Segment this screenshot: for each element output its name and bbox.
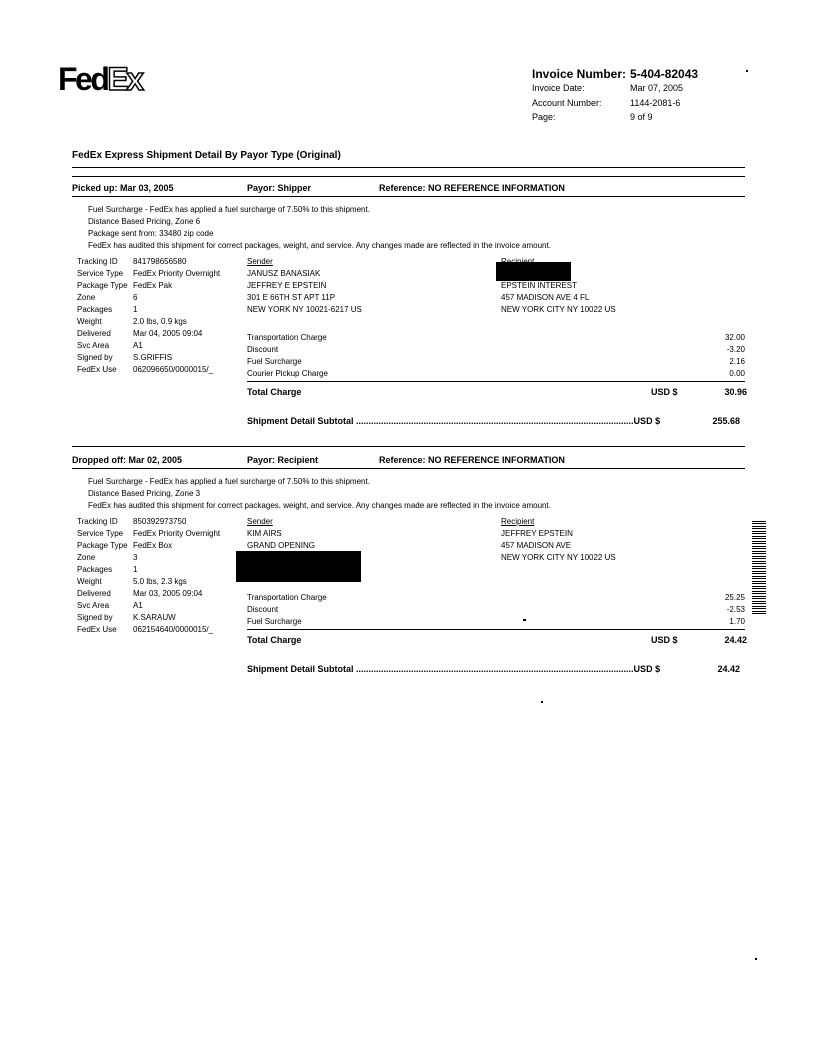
divider xyxy=(72,176,745,177)
detail-label: Service Type xyxy=(77,529,124,538)
shipment-note: FedEx has audited this shipment for correct packages, weight, and service. Any changes made are reflected in the invoice amount. xyxy=(88,501,551,510)
divider xyxy=(72,196,745,197)
subtotal-amount: 255.68 xyxy=(712,416,740,426)
charge-amount: 2.16 xyxy=(729,357,745,366)
shipment-reference: Reference: NO REFERENCE INFORMATION xyxy=(379,455,565,465)
subtotal-label: Shipment Detail Subtotal ...............................................................................................................USD $ xyxy=(247,416,661,426)
shipment-date-line: Picked up: Mar 03, 2005 xyxy=(72,183,174,193)
detail-value: 3 xyxy=(133,553,138,562)
recipient-line: NEW YORK CITY NY 10022 US xyxy=(501,305,616,314)
shipment-note: Fuel Surcharge - FedEx has applied a fuel surcharge of 7.50% to this shipment. xyxy=(88,477,370,486)
detail-label: Tracking ID xyxy=(77,517,118,526)
detail-value: 850392973750 xyxy=(133,517,187,526)
detail-label: Svc Area xyxy=(77,601,110,610)
scan-speck xyxy=(755,958,757,960)
shipment-note: Distance Based Pricing, Zone 3 xyxy=(88,489,201,498)
charge-amount: -3.20 xyxy=(726,345,745,354)
detail-value: FedEx Pak xyxy=(133,281,173,290)
detail-label: Svc Area xyxy=(77,341,110,350)
detail-value: 841798656580 xyxy=(133,257,187,266)
detail-label: Delivered xyxy=(77,329,111,338)
charge-label: Discount xyxy=(247,605,279,614)
detail-value: A1 xyxy=(133,601,143,610)
detail-value: 1 xyxy=(133,565,138,574)
charge-amount: 25.25 xyxy=(724,593,745,602)
sender-line: JANUSZ BANASIAK xyxy=(247,269,321,278)
detail-value: FedEx Priority Overnight xyxy=(133,269,221,278)
charge-amount: 1.70 xyxy=(729,617,745,626)
detail-label: Package Type xyxy=(77,541,128,550)
divider xyxy=(72,468,745,469)
shipment-payor: Payor: Shipper xyxy=(247,183,312,193)
shipment-note: Distance Based Pricing, Zone 6 xyxy=(88,217,201,226)
detail-value: 062096650/0000015/_ xyxy=(133,365,214,374)
detail-value: Mar 04, 2005 09:04 xyxy=(133,329,203,338)
redaction-box xyxy=(496,262,571,281)
section-title: FedEx Express Shipment Detail By Payor Type (Original) xyxy=(72,150,341,161)
detail-value: A1 xyxy=(133,341,143,350)
charge-label: Courier Pickup Charge xyxy=(247,369,328,378)
shipment-note: Package sent from: 33480 zip code xyxy=(88,229,214,238)
recipient-line: EPSTEIN INTEREST xyxy=(501,281,578,290)
sender-label: Sender xyxy=(247,257,273,266)
detail-label: Zone xyxy=(77,293,96,302)
charge-label: Fuel Surcharge xyxy=(247,617,302,626)
subtotal-label: Shipment Detail Subtotal ...............................................................................................................USD $ xyxy=(247,664,661,674)
detail-label: Packages xyxy=(77,305,113,314)
shipment-payor: Payor: Recipient xyxy=(247,455,319,465)
side-barcode xyxy=(752,521,766,616)
fedex-logo-fed: Fed xyxy=(58,61,108,97)
detail-value: 5.0 lbs, 2.3 kgs xyxy=(133,577,187,586)
detail-value: 6 xyxy=(133,293,138,302)
charge-label: Transportation Charge xyxy=(247,333,327,342)
detail-value: S.GRIFFIS xyxy=(133,353,173,362)
recipient-line: NEW YORK CITY NY 10022 US xyxy=(501,553,616,562)
sender-label: Sender xyxy=(247,517,273,526)
shipment-note: Fuel Surcharge - FedEx has applied a fuel surcharge of 7.50% to this shipment. xyxy=(88,205,370,214)
sender-line: GRAND OPENING xyxy=(247,541,316,550)
sender-line: JEFFREY E EPSTEIN xyxy=(247,281,327,290)
detail-value: 1 xyxy=(133,305,138,314)
detail-label: FedEx Use xyxy=(77,365,117,374)
detail-label: Service Type xyxy=(77,269,124,278)
invoice-number: 5-404-82043 xyxy=(630,67,699,81)
invoice-number-label: Invoice Number: xyxy=(532,67,627,81)
detail-label: Package Type xyxy=(77,281,128,290)
recipient-line: 457 MADISON AVE xyxy=(501,541,572,550)
total-charge-amount: 24.42 xyxy=(724,635,747,645)
detail-label: Packages xyxy=(77,565,113,574)
divider xyxy=(72,167,745,168)
charge-amount: 0.00 xyxy=(729,369,745,378)
invoice-date-label: Invoice Date: xyxy=(532,83,585,93)
total-charge-label: Total Charge xyxy=(247,387,302,397)
invoice-date: Mar 07, 2005 xyxy=(630,83,684,93)
shipment-reference: Reference: NO REFERENCE INFORMATION xyxy=(379,183,565,193)
detail-value: 2.0 lbs, 0.9 kgs xyxy=(133,317,187,326)
shipment-note: FedEx has audited this shipment for correct packages, weight, and service. Any changes made are reflected in the invoice amount. xyxy=(88,241,551,250)
charge-label: Discount xyxy=(247,345,279,354)
detail-value: Mar 03, 2005 09:04 xyxy=(133,589,203,598)
detail-label: Zone xyxy=(77,553,96,562)
total-charge-label: Total Charge xyxy=(247,635,302,645)
subtotal-amount: 24.42 xyxy=(717,664,740,674)
detail-label: FedEx Use xyxy=(77,625,117,634)
page-label: Page: xyxy=(532,112,556,122)
detail-label: Signed by xyxy=(77,613,113,622)
detail-value: FedEx Box xyxy=(133,541,173,550)
detail-label: Tracking ID xyxy=(77,257,118,266)
divider xyxy=(72,446,745,447)
divider xyxy=(247,381,745,382)
sender-line: 301 E 66TH ST APT 11P xyxy=(247,293,336,302)
account-number-label: Account Number: xyxy=(532,98,602,108)
total-currency: USD $ xyxy=(651,387,678,397)
detail-value: K.SARAUW xyxy=(133,613,176,622)
account-number: 1144-2081-6 xyxy=(630,98,681,108)
fedex-logo-ex: Ex xyxy=(107,61,142,97)
redaction-box xyxy=(236,551,361,582)
detail-label: Weight xyxy=(77,577,102,586)
scan-speck xyxy=(523,619,526,621)
charge-amount: -2.53 xyxy=(726,605,745,614)
recipient-line: JEFFREY EPSTEIN xyxy=(501,529,573,538)
recipient-label: Recipient xyxy=(501,517,535,526)
detail-value: 062154640/0000015/_ xyxy=(133,625,214,634)
scan-speck xyxy=(746,70,748,72)
recipient-line: 457 MADISON AVE 4 FL xyxy=(501,293,590,302)
divider xyxy=(247,629,745,630)
total-charge-amount: 30.96 xyxy=(724,387,747,397)
shipment-date-line: Dropped off: Mar 02, 2005 xyxy=(72,455,183,465)
sender-line: NEW YORK NY 10021-6217 US xyxy=(247,305,362,314)
charge-amount: 32.00 xyxy=(724,333,745,342)
detail-label: Delivered xyxy=(77,589,111,598)
total-currency: USD $ xyxy=(651,635,678,645)
page-number: 9 of 9 xyxy=(630,112,653,122)
detail-value: FedEx Priority Overnight xyxy=(133,529,221,538)
fedex-logo xyxy=(58,62,142,96)
charge-label: Transportation Charge xyxy=(247,593,327,602)
detail-label: Signed by xyxy=(77,353,113,362)
charge-label: Fuel Surcharge xyxy=(247,357,302,366)
detail-label: Weight xyxy=(77,317,102,326)
sender-line: KIM AIRS xyxy=(247,529,282,538)
scan-speck xyxy=(541,701,543,703)
